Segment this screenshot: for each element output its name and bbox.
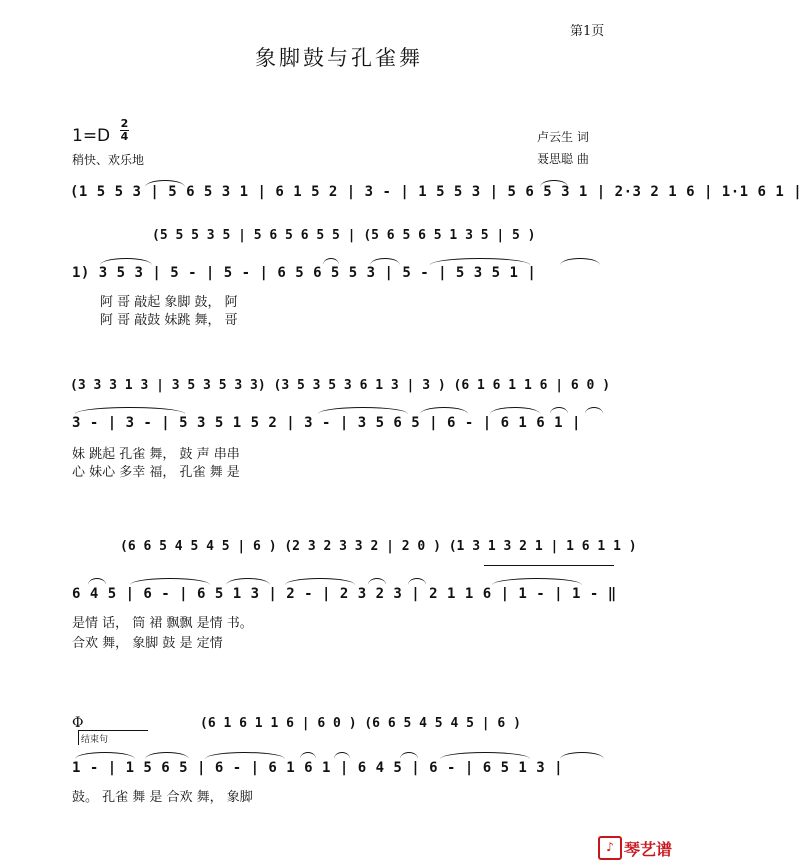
system-4-cue: (6 6 5 4 5 4 5 | 6 ) (2 3 2 3 3 2 | 2 0 ) (1 3 1 3 2 1 | 1 6 1 1 ) <box>120 539 637 554</box>
system-5-cue: (6 1 6 1 1 6 | 6 0 ) (6 6 5 4 5 4 5 | 6 ) <box>200 716 521 731</box>
system-5-lyrics: 鼓。 孔雀 舞 是 合欢 舞， 象脚 <box>72 790 253 805</box>
slur <box>550 407 568 414</box>
system-2-lyrics-verse1: 阿 哥 敲起 象脚 鼓， 阿 <box>100 295 238 310</box>
slur <box>368 578 386 585</box>
time-signature-bottom: 4 <box>120 130 129 143</box>
tie <box>130 578 210 585</box>
tie <box>492 578 582 585</box>
system-3-cue: (3 3 3 1 3 | 3 5 3 5 3 3) (3 5 3 5 3 6 1 3 | 3 ) (6 1 6 1 1 6 | 6 0 ) <box>70 378 611 393</box>
slur <box>334 752 350 759</box>
tie <box>205 752 285 759</box>
slur <box>145 180 185 187</box>
site-logo <box>598 836 672 860</box>
slur <box>420 407 468 414</box>
tempo-marking: 稍快、欢乐地 <box>72 153 145 167</box>
system-5-notes: 1 - | 1 5 6 5 | 6 - | 6 1 6 1 | 6 4 5 | 6 - | 6 5 1 3 | <box>72 760 564 776</box>
system-1-notes: (1 5 5 3 | 5 6 5 3 1 | 6 1 5 2 | 3 - | 1 5 5 3 | 5 6 5 3 1 | 2·3 2 1 6 | 1·1 6 1 | <box>70 184 802 200</box>
system-4-lyrics-verse1: 是情 话， 筒 裙 飘飘 是情 书。 <box>72 616 253 631</box>
tie <box>318 407 408 414</box>
tie <box>285 578 355 585</box>
system-4-notes: 6 4 5 | 6 - | 6 5 1 3 | 2 - | 2 3 2 3 | 2 1 1 6 | 1 - | 1 - ‖ <box>72 586 617 602</box>
slur <box>226 578 270 585</box>
key-signature: 1=D <box>72 126 111 146</box>
slur <box>300 752 316 759</box>
slur <box>370 258 400 265</box>
system-3-notes: 3 - | 3 - | 5 3 5 1 5 2 | 3 - | 3 5 6 5 | 6 - | 6 1 6 1 | <box>72 415 581 431</box>
time-signature-top: 2 <box>120 117 129 130</box>
tie <box>440 752 530 759</box>
coda-sign: Φ <box>72 715 84 731</box>
logo-icon: ♪ <box>598 836 622 860</box>
tie <box>430 258 530 265</box>
time-signature <box>120 118 129 143</box>
composer-credit: 聂思聪 曲 <box>537 152 589 166</box>
system-2-notes: 1) 3 5 3 | 5 - | 5 - | 6 5 6 5 5 3 | 5 - | 5 3 5 1 | <box>72 265 537 281</box>
page-number: 第1页 <box>570 24 605 39</box>
ending-label: 结束句 <box>78 730 148 745</box>
system-4-lyrics-verse2: 合欢 舞， 象脚 鼓 是 定情 <box>72 636 223 651</box>
slur <box>408 578 426 585</box>
page-title: 象脚鼓与孔雀舞 <box>255 46 423 70</box>
tie <box>75 752 135 759</box>
system-3-lyrics-verse2: 心 妹心 多幸 福， 孔雀 舞 是 <box>72 465 240 480</box>
slur <box>585 407 603 414</box>
slur <box>560 752 604 759</box>
slur <box>100 258 152 265</box>
slur <box>540 180 568 187</box>
tie <box>490 407 540 414</box>
tie <box>75 407 185 414</box>
slur <box>400 752 418 759</box>
slur <box>145 752 189 759</box>
system-3-lyrics-verse1: 妹 跳起 孔雀 舞， 鼓 声 串串 <box>72 447 240 462</box>
system-2-cue: (5 5 5 3 5 | 5 6 5 6 5 5 | (5 6 5 6 5 1 3 5 | 5 ) <box>152 228 536 243</box>
system-2-lyrics-verse2: 阿 哥 敲鼓 妹跳 舞， 哥 <box>100 313 238 328</box>
slur <box>560 258 600 265</box>
lyricist-credit: 卢云生 词 <box>537 130 589 144</box>
slur <box>323 258 339 265</box>
logo-text: 琴艺谱 <box>624 839 673 859</box>
slur <box>88 578 106 585</box>
volta-bracket <box>484 565 614 566</box>
